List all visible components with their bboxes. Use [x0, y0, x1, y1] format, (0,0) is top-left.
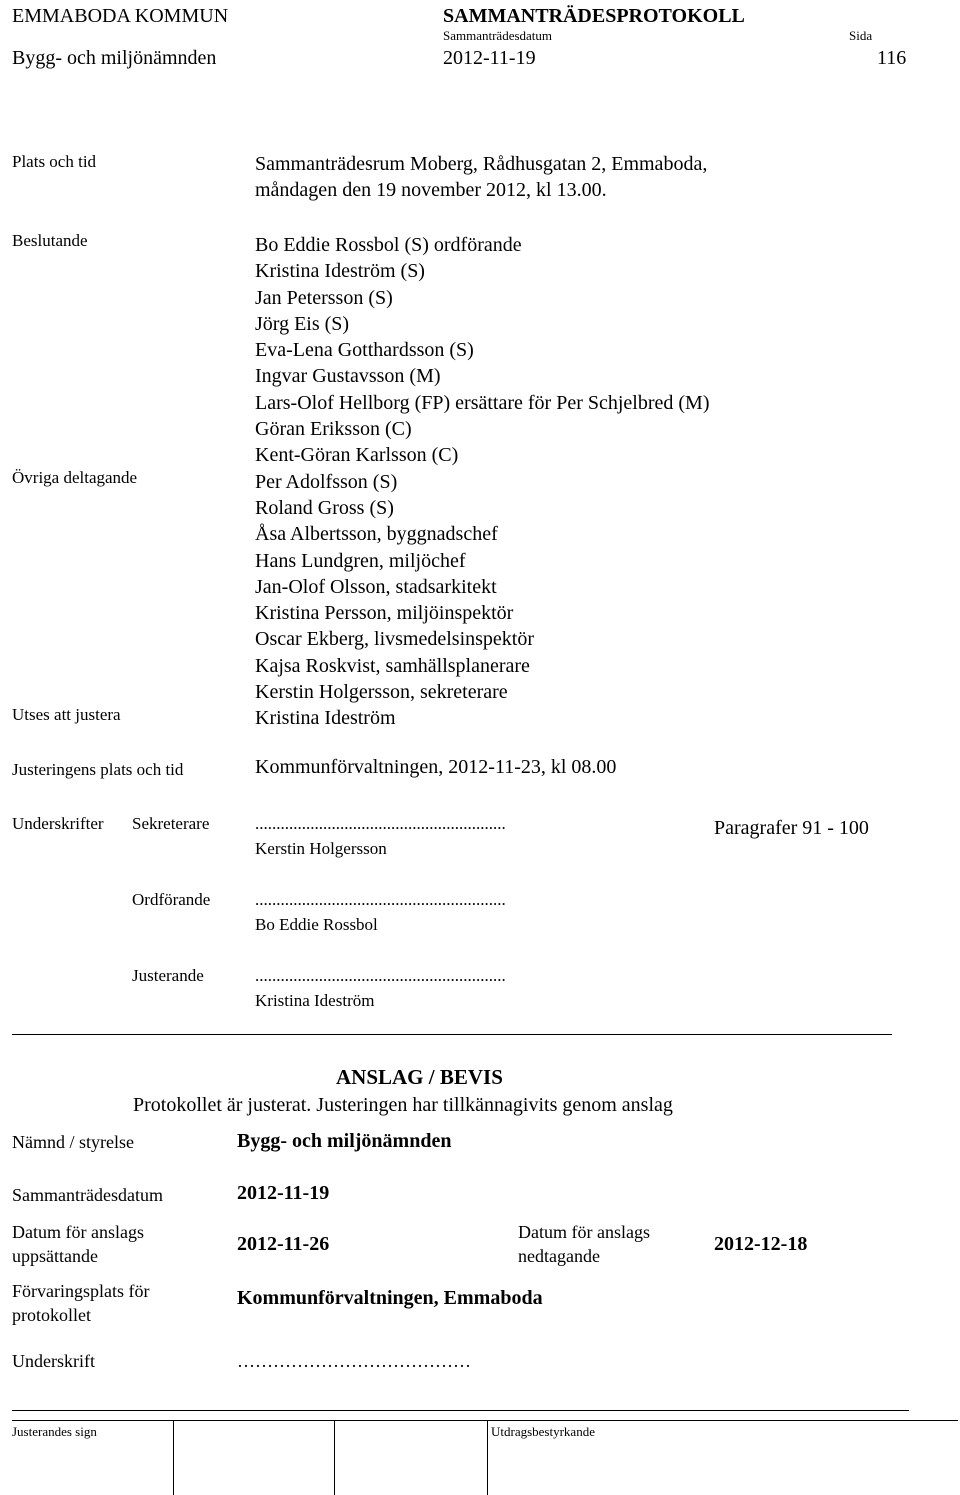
secretary-signature-line: ........................................................... [255, 814, 506, 833]
list-item: Kristina Ideström (S) [255, 260, 425, 283]
secretary-label: Sekreterare [132, 814, 210, 833]
appointed-adjuster-label: Utses att justera [12, 705, 121, 724]
committee-name: Bygg- och miljönämnden [12, 47, 217, 69]
footer-cell-divider [487, 1420, 488, 1495]
list-item: Kajsa Roskvist, samhällsplanerare [255, 654, 530, 677]
list-item: Kristina Persson, miljöinspektör [255, 602, 514, 625]
adjuster-sign-label: Justerandes sign [12, 1424, 97, 1439]
document-type: SAMMANTRÄDESPROTOKOLL [443, 5, 745, 27]
list-item: Per Adolfsson (S) [255, 470, 398, 493]
list-item: Kerstin Holgersson, sekreterare [255, 681, 508, 704]
adjuster-signature-line: ........................................................... [255, 966, 506, 985]
list-item: Jan Petersson (S) [255, 286, 393, 309]
removal-date-label-2: nedtagande [518, 1246, 600, 1266]
place-time-label: Plats och tid [12, 152, 97, 171]
removal-date-label-1: Datum för anslags [518, 1222, 650, 1242]
list-item: Bo Eddie Rossbol (S) ordförande [255, 234, 522, 256]
section-divider [12, 1034, 892, 1035]
attendee-list [255, 232, 710, 732]
paragraph-range: Paragrafer 91 - 100 [714, 817, 869, 839]
list-item: Åsa Albertsson, byggnadschef [255, 523, 498, 546]
list-item: Jörg Eis (S) [255, 312, 350, 335]
storage-label-1: Förvaringsplats för [12, 1281, 150, 1301]
posting-date-value: 2012-11-26 [237, 1233, 330, 1255]
chair-name: Bo Eddie Rossbol [255, 915, 378, 934]
committee-label: Nämnd / styrelse [12, 1132, 134, 1152]
posting-date-label-1: Datum för anslags [12, 1222, 144, 1242]
signature-line: ………………………………… [237, 1351, 471, 1371]
footer-cell-divider [334, 1420, 335, 1495]
secretary-name: Kerstin Holgersson [255, 839, 387, 858]
extract-certification-label: Utdragsbestyrkande [491, 1424, 595, 1439]
place-line-2: måndagen den 19 november 2012, kl 13.00. [255, 179, 607, 201]
list-item: Ingvar Gustavsson (M) [255, 365, 441, 388]
page-number: 116 [877, 47, 907, 69]
adjustment-place-label: Justeringens plats och tid [12, 760, 184, 779]
notice-title: ANSLAG / BEVIS [336, 1065, 503, 1089]
chair-label: Ordförande [132, 890, 211, 909]
decision-makers-label: Beslutande [12, 231, 88, 250]
signature-label: Underskrift [12, 1351, 95, 1371]
list-item: Roland Gross (S) [255, 496, 394, 519]
adjuster-label: Justerande [132, 966, 204, 985]
list-item: Eva-Lena Gotthardsson (S) [255, 339, 474, 362]
notice-subtitle: Protokollet är justerat. Justeringen har tillkännagivits genom anslag [133, 1094, 673, 1116]
storage-label-2: protokollet [12, 1305, 91, 1325]
removal-date-value: 2012-12-18 [714, 1233, 808, 1255]
list-item: Lars-Olof Hellborg (FP) ersättare för Per Schjelbred (M) [255, 391, 710, 414]
list-item: Kristina Ideström [255, 707, 396, 730]
adjustment-place-value: Kommunförvaltningen, 2012-11-23, kl 08.00 [255, 756, 617, 778]
footer-cell-divider [173, 1420, 174, 1495]
list-item: Hans Lundgren, miljöchef [255, 549, 466, 572]
footer-rule-top [12, 1410, 909, 1411]
list-item: Oscar Ekberg, livsmedelsinspektör [255, 628, 535, 651]
place-line-1: Sammanträdesrum Moberg, Rådhusgatan 2, Emmaboda, [255, 153, 708, 175]
signatures-label: Underskrifter [12, 814, 104, 833]
meeting-date-label: Sammanträdesdatum [12, 1185, 163, 1205]
footer-rule [12, 1420, 958, 1421]
meeting-date: 2012-11-19 [443, 47, 536, 69]
list-item: Göran Eriksson (C) [255, 418, 412, 441]
org-name: EMMABODA KOMMUN [12, 5, 229, 27]
chair-signature-line: ........................................................... [255, 890, 506, 909]
list-item: Kent-Göran Karlsson (C) [255, 444, 459, 467]
list-item: Jan-Olof Olsson, stadsarkitekt [255, 575, 497, 598]
page-label: Sida [849, 28, 873, 43]
committee-value: Bygg- och miljönämnden [237, 1130, 452, 1152]
storage-value: Kommunförvaltningen, Emmaboda [237, 1287, 543, 1309]
date-label: Sammanträdesdatum [443, 28, 553, 43]
adjuster-name: Kristina Ideström [255, 991, 375, 1010]
other-participants-label: Övriga deltagande [12, 468, 138, 487]
posting-date-label-2: uppsättande [12, 1246, 98, 1266]
meeting-date-value: 2012-11-19 [237, 1182, 330, 1204]
